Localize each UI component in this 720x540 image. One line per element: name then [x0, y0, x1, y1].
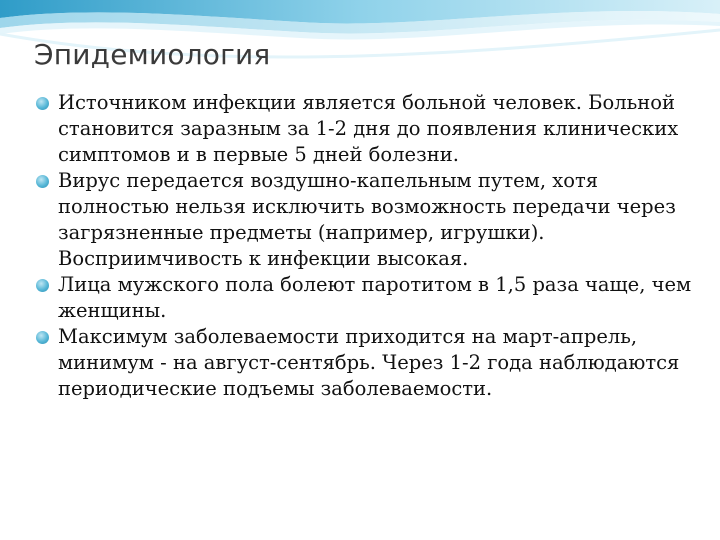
bullet-list	[36, 90, 708, 402]
bullet-text: Вирус передается воздушно-капельным путем, хотя полностью нельзя исключить возможность передачи через загрязненные предметы (например, игрушки). Восприимчивость к инфекции высокая.	[58, 169, 676, 270]
blue-dot-icon	[36, 97, 49, 110]
bullet-text: Лица мужского пола болеют паротитом в 1,5 раза чаще, чем женщины.	[58, 273, 692, 322]
blue-dot-icon	[36, 331, 49, 344]
bullet-item	[36, 272, 708, 324]
blue-dot-icon	[36, 279, 49, 292]
bullet-text: Максимум заболеваемости приходится на март-апрель, минимум - на август-сентябрь. Через 1-2 года наблюдаются периодические подъемы заболеваемости.	[58, 325, 680, 400]
bullet-text: Источником инфекции является больной человек. Больной становится заразным за 1-2 дня до появления клинических симптомов и в первые 5 дней болезни.	[58, 91, 679, 166]
bullet-item	[36, 168, 708, 272]
blue-dot-icon	[36, 175, 49, 188]
slide-title: Эпидемиология	[34, 38, 271, 71]
bullet-item	[36, 90, 708, 168]
bullet-item	[36, 324, 708, 402]
